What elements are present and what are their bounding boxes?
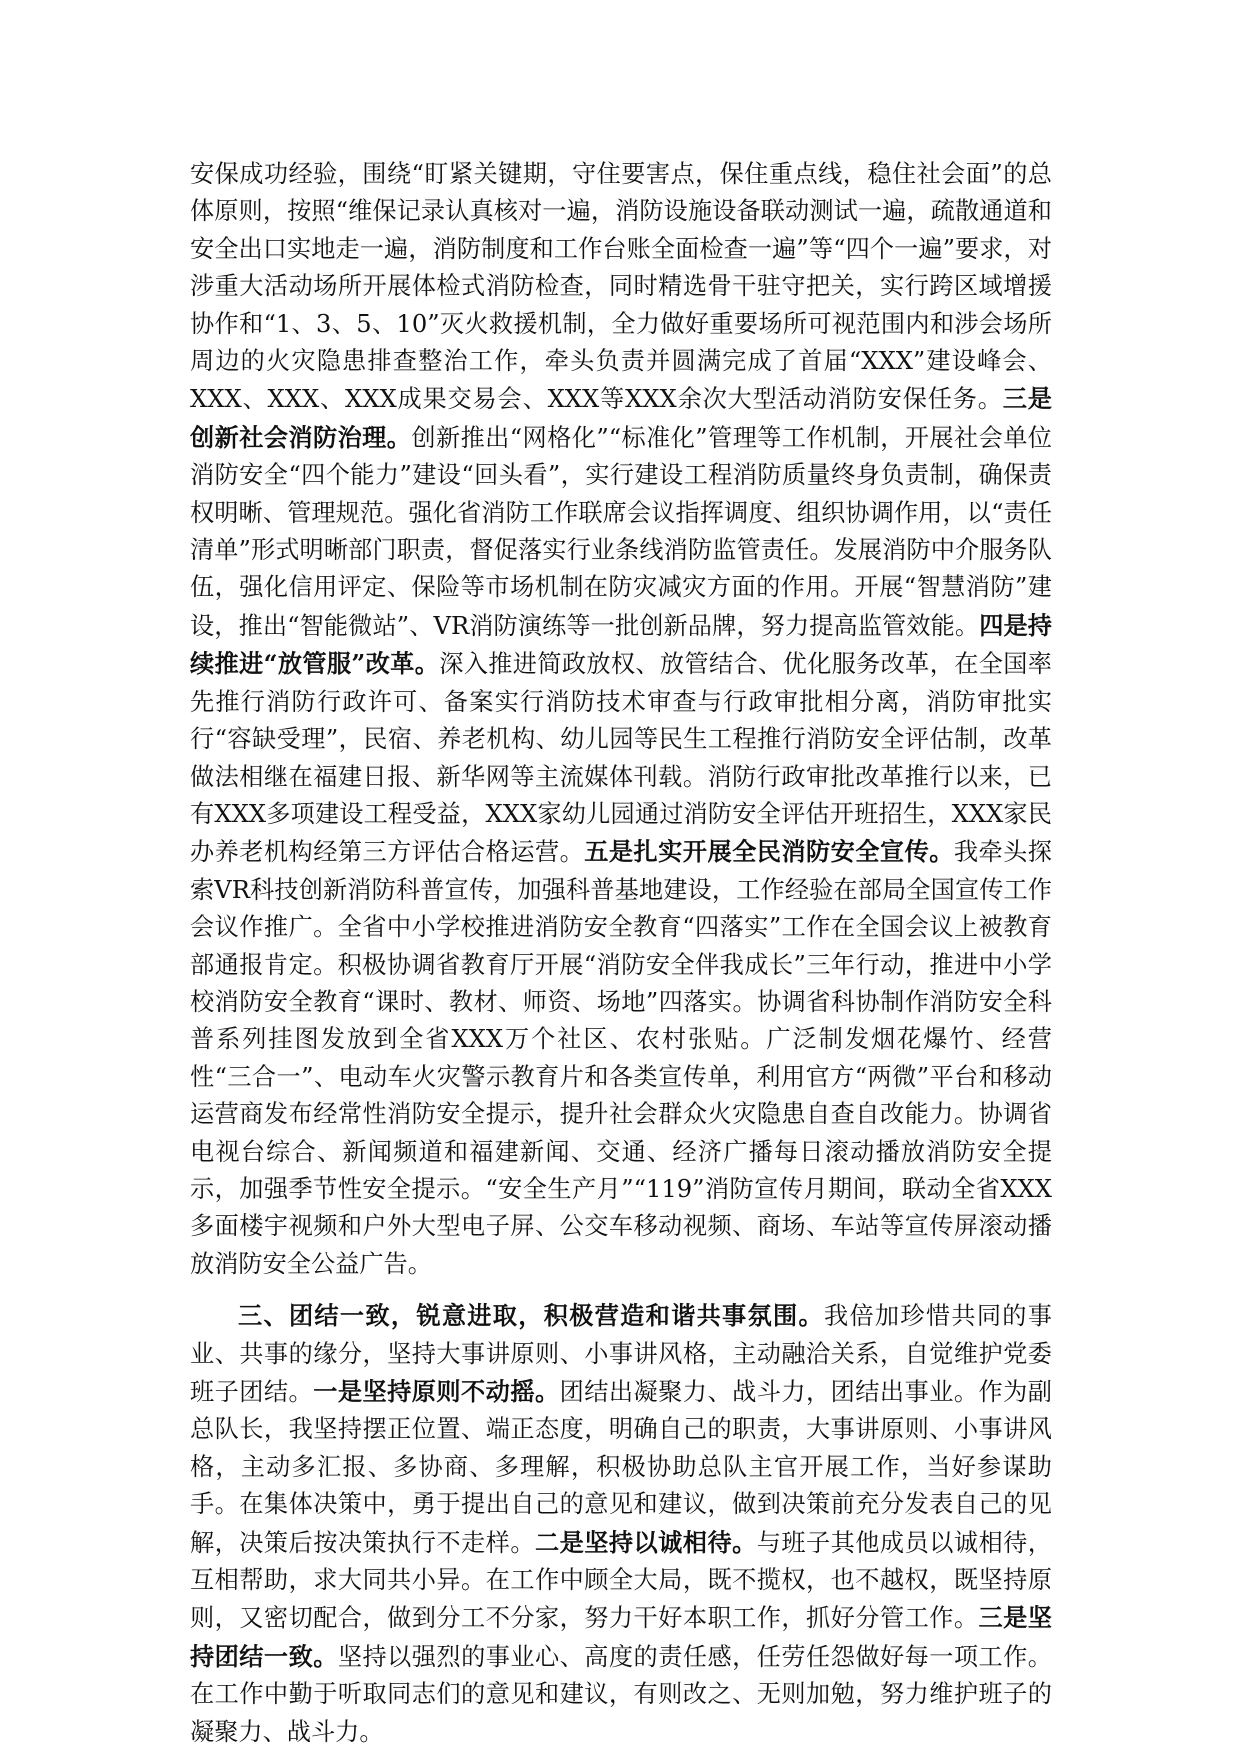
bold-heading-run: 三是创新社会消防治理。 xyxy=(190,384,1052,452)
text-run: 安保成功经验，围绕“盯紧关键期，守住要害点，保住重点线，稳住社会面”的总体原则，按照“维保记录认真核对一遍，消防设施设备联动测试一遍，疏散通道和安全出口实地走一遍，消防制度和工作台账全面检查一遍”等“四个一遍”要求，对涉重大活动场所开展体检式消防检查，同时精选骨干驻守把关，实行跨区域增援协作和“1、3、5、10”灭火救援机制，全力做好重要场所可视范围内和涉会场所周边的火灾隐患排查整治工作，牵头负责并圆满完成了首届“XXX”建设峰会、XXX、XXX、XXX成果交易会、XXX等XXX余次大型活动消防安保任务。 xyxy=(190,160,1052,414)
text-run: 我牵头探索VR科技创新消防科普宣传，加强科普基地建设，工作经验在部局全国宣传工作会议作推广。全省中小学校推进消防安全教育“四落实”工作在全国会议上被教育部通报肯定。积极协调省教育厅开展“消防安全伴我成长”三年行动，推进中小学校消防安全教育“课时、教材、师资、场地”四落实。协调省科协制作消防安全科普系列挂图发放到全省XXX万个社区、农村张贴。广泛制发烟花爆竹、经营性“三合一”、电动车火灾警示教育片和各类宣传单，利用官方“两微”平台和移动运营商发布经常性消防安全提示，提升社会群众火灾隐患自查自改能力。协调省电视台综合、新闻频道和福建新闻、交通、经济广播每日滚动播放消防安全提示，加强季节性安全提示。“安全生产月”“119”消防宣传月期间，联动全省XXX多面楼宇视频和户外大型电子屏、公交车移动视频、商场、车站等宣传屏滚动播放消防安全公益广告。 xyxy=(190,838,1052,1278)
section-heading-run: 三、团结一致，锐意进取，积极营造和谐共事氛围。 xyxy=(238,1301,824,1331)
text-run: 坚持以强烈的事业心、高度的责任感，任劳任怨做好每一项工作。在工作中勤于听取同志们的意见和建议，有则改之、无则加勉，努力维护班子的凝聚力、战斗力。 xyxy=(190,1642,1052,1746)
text-run: 团结出凝聚力、战斗力，团结出事业。作为副总队长，我坚持摆正位置、端正态度，明确自己的职责，大事讲原则、小事讲风格，主动多汇报、多协商、多理解，积极协助总队主官开展工作，当好参谋助手。在集体决策中，勇于提出自己的意见和建议，做到决策前充分发表自己的见解，决策后按决策执行不走样。 xyxy=(190,1378,1052,1557)
text-run: 与班子其他成员以诚相待，互相帮助，求大同共小异。在工作中顾全大局，既不揽权，也不越权，既坚持原则，又密切配合，做到分工不分家，努力干好本职工作，抓好分管工作。 xyxy=(190,1528,1052,1633)
paragraph-fire-safety-work xyxy=(190,156,1052,1283)
document-body xyxy=(190,156,1052,1751)
text-run: 我倍加珍惜共同的事业、共事的缘分，坚持大事讲原则、小事讲风格，主动融洽关系，自觉维护党委班子团结。 xyxy=(190,1302,1052,1406)
text-run: 深入推进简政放权、放管结合、优化服务改革，在全国率先推行消防行政许可、备案实行消防技术审查与行政审批相分离，消防审批实行“容缺受理”，民宿、养老机构、幼儿园等民生工程推行消防安全评估制，改革做法相继在福建日报、新华网等主流媒体刊载。消防行政审批改革推行以来，已有XXX多项建设工程受益，XXX家幼儿园通过消防安全评估开班招生，XXX家民办养老机构经第三方评估合格运营。 xyxy=(190,650,1052,867)
bold-heading-run: 二是坚持以诚相待。 xyxy=(534,1527,757,1557)
text-run: 创新推出“网格化”“标准化”管理等工作机制，开展社会单位消防安全“四个能力”建设“回头看”，实行建设工程消防质量终身负责制，确保责权明晰、管理规范。强化省消防工作联席会议指挥调度、组织协调作用，以“责任清单”形式明晰部门职责，督促落实行业条线消防监管责任。发展消防中介服务队伍，强化信用评定、保险等市场机制在防灾减灾方面的作用。开展“智慧消防”建设，推出“智能微站”、VR消防演练等一批创新品牌，努力提高监管效能。 xyxy=(190,423,1052,640)
bold-heading-run: 三是坚持团结一致。 xyxy=(190,1603,1052,1671)
bold-heading-run: 四是持续推进“放管服”改革。 xyxy=(190,610,1052,679)
bold-heading-run: 一是坚持原则不动摇。 xyxy=(313,1377,560,1406)
paragraph-section-three-unity xyxy=(190,1297,1052,1751)
bold-heading-run: 五是扎实开展全民消防安全宣传。 xyxy=(584,837,954,867)
